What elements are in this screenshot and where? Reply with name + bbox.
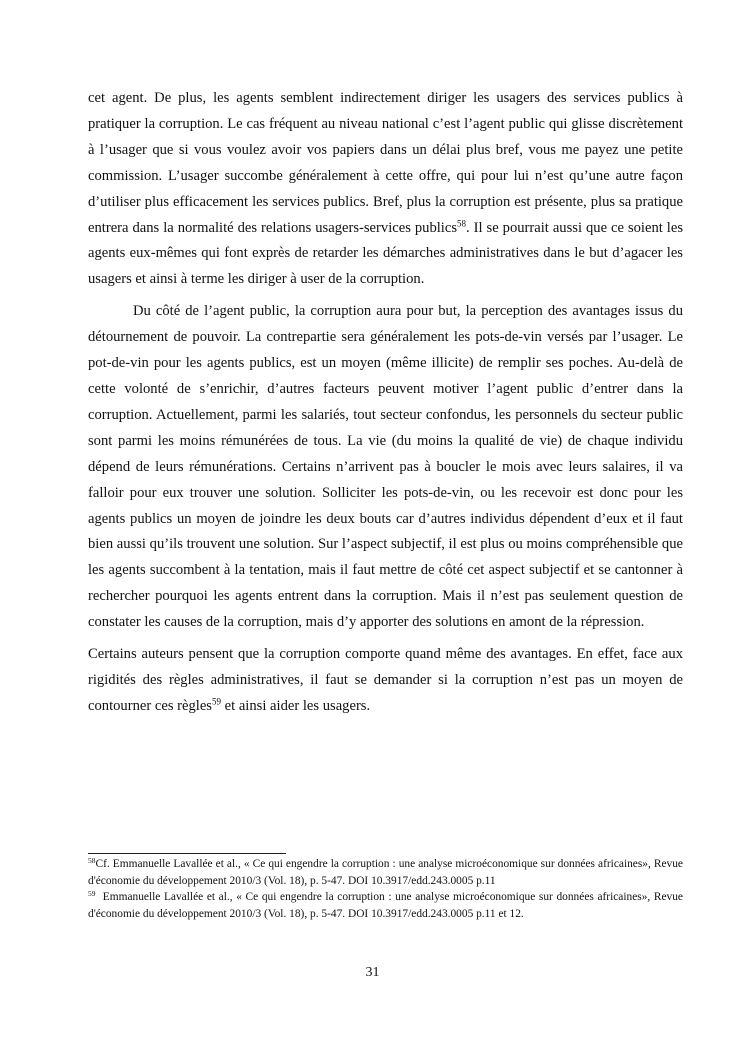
paragraph-1-text: cet agent. De plus, les agents semblent indirectement diriger les usagers des services publics à pratiquer la corruption. Le cas fréquent au niveau national c’est l’agent public qui glisse discrètement à l’usager que si vous voulez avoir vos papiers dans un délai plus bref, vous me payez une petite commission. L’usager succombe généralement à cette offre, qui pour lui n’est qu’une autre façon d’utiliser plus efficacement les services publics. Bref, plus la corruption est présente, plus sa pratique entrera dans la normalité des relations usagers-services publics [88, 90, 683, 236]
footnotes [88, 855, 686, 922]
footnote-number: 58 [88, 855, 96, 865]
footnote-59 [88, 888, 686, 922]
page-number: 31 [365, 965, 380, 980]
footnote-text: Cf. Emmanuelle Lavallée et al., « Ce qui engendre la corruption : une analyse microéconomique sur données africaines», Revue d'économie du développement 2010/3 (Vol. 18), p. 5-47. DOI 10.3917/edd.243.0005 p.11 [88, 858, 683, 887]
paragraph-3-text: Certains auteurs pensent que la corruption comporte quand même des avantages. En effet, face aux rigidités des règles administratives, il faut se demander si la corruption n’est pas un moyen de contourner ces règles [88, 646, 683, 714]
paragraph-2: Du côté de l’agent public, la corruption aura pour but, la perception des avantages issus du détournement de pouvoir. La contrepartie sera généralement les pots-de-vin versés par l’usager. Le pot-de-vin pour les agents publics, est un moyen (même illicite) de remplir ses poches. Au-delà de cette volonté de s’enrichir, d’autres facteurs peuvent motiver l’agent public d’entrer dans la corruption. Actuellement, parmi les salariés, tout secteur confondus, les personnels du secteur public sont parmi les moins rémunérées de tous. La vie (du moins la qualité de vie) de chaque individu dépend de leurs rémunérations. Certains n’arrivent pas à boucler le mois avec leurs salaires, il va falloir pour eux trouver une solution. Solliciter les pots-de-vin, ou les recevoir est donc pour les agents publics un moyen de joindre les deux bouts car d’autres individus dépendent d’eux et il faut bien aussi qu’ils trouvent une solution. Sur l’aspect subjectif, il est plus ou moins compréhensible que les agents succombent à la tentation, mais il faut mettre de côté cet aspect subjectif et se cantonner à rechercher pourquoi les agents entrent dans la corruption. Mais il n’est pas seulement question de constater les causes de la corruption, mais d’y apporter des solutions en amont de la répression. [88, 303, 683, 631]
body-text [88, 86, 683, 720]
paragraph-1 [88, 86, 683, 293]
footnote-number: 59 [88, 888, 96, 898]
footnote-ref-58[interactable]: 58 [457, 218, 467, 229]
footnote-text: Emmanuelle Lavallée et al., « Ce qui engendre la corruption : une analyse microéconomique sur données africaines», Revue d'économie du développement 2010/3 (Vol. 18), p. 5-47. DOI 10.3917/edd.243.0005 p.11 et 12. [88, 891, 686, 920]
paragraph-3 [88, 642, 683, 720]
footnote-58 [88, 856, 683, 889]
paragraph-1-text-end: . Il se pourrait aussi que ce soient les agents eux-mêmes qui font exprès de retarder les démarches administratives dans le but d’agacer les usagers et ainsi à terme les diriger à user de la corruption. [88, 219, 683, 288]
paragraph-3-text-end: et ainsi aider les usagers. [221, 697, 371, 714]
footnote-ref-59[interactable]: 59 [212, 696, 221, 707]
footnote-separator [88, 853, 286, 854]
